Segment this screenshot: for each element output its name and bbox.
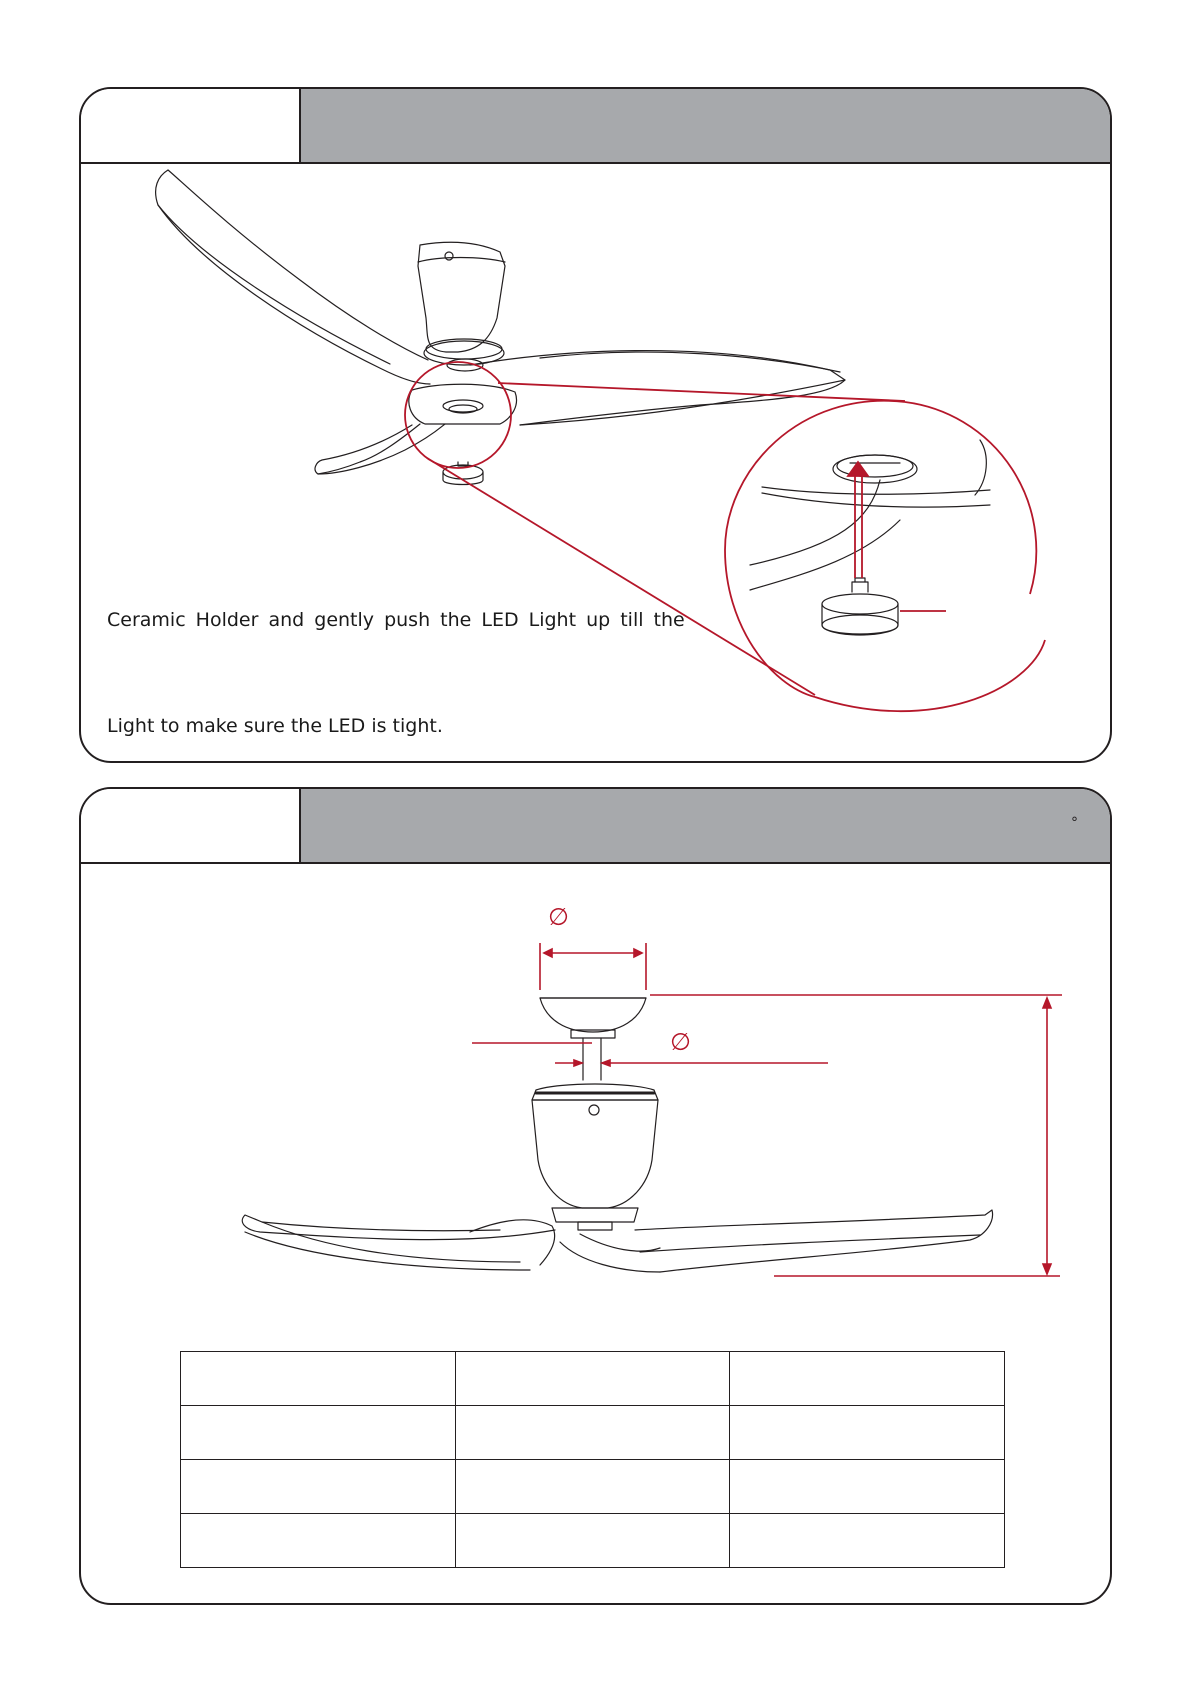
table-cell	[181, 1352, 456, 1406]
callout-zoom	[405, 362, 1045, 711]
dimension-lines	[472, 943, 1062, 1276]
table-cell	[730, 1460, 1005, 1514]
dimension-table	[180, 1351, 1005, 1568]
table-row	[181, 1514, 1005, 1568]
instruction-line-2: Light to make sure the LED is tight.	[107, 715, 443, 737]
diameter-symbol-downrod: ∅	[670, 1028, 691, 1056]
fan-illustration-bottom	[242, 998, 992, 1272]
table-cell	[181, 1460, 456, 1514]
table-cell	[730, 1514, 1005, 1568]
table-cell	[181, 1514, 456, 1568]
table-cell	[455, 1514, 730, 1568]
table-cell	[455, 1352, 730, 1406]
table-cell	[730, 1406, 1005, 1460]
table-cell	[455, 1460, 730, 1514]
diameter-symbol-canopy: ∅	[548, 903, 569, 931]
table-row	[181, 1406, 1005, 1460]
table-cell	[730, 1352, 1005, 1406]
table-row	[181, 1352, 1005, 1406]
instruction-line-1: Ceramic Holder and gently push the LED Light up till the	[107, 609, 685, 631]
table-cell	[455, 1406, 730, 1460]
table-cell	[181, 1406, 456, 1460]
header-degree-mark: °	[1071, 815, 1078, 831]
table-row	[181, 1460, 1005, 1514]
